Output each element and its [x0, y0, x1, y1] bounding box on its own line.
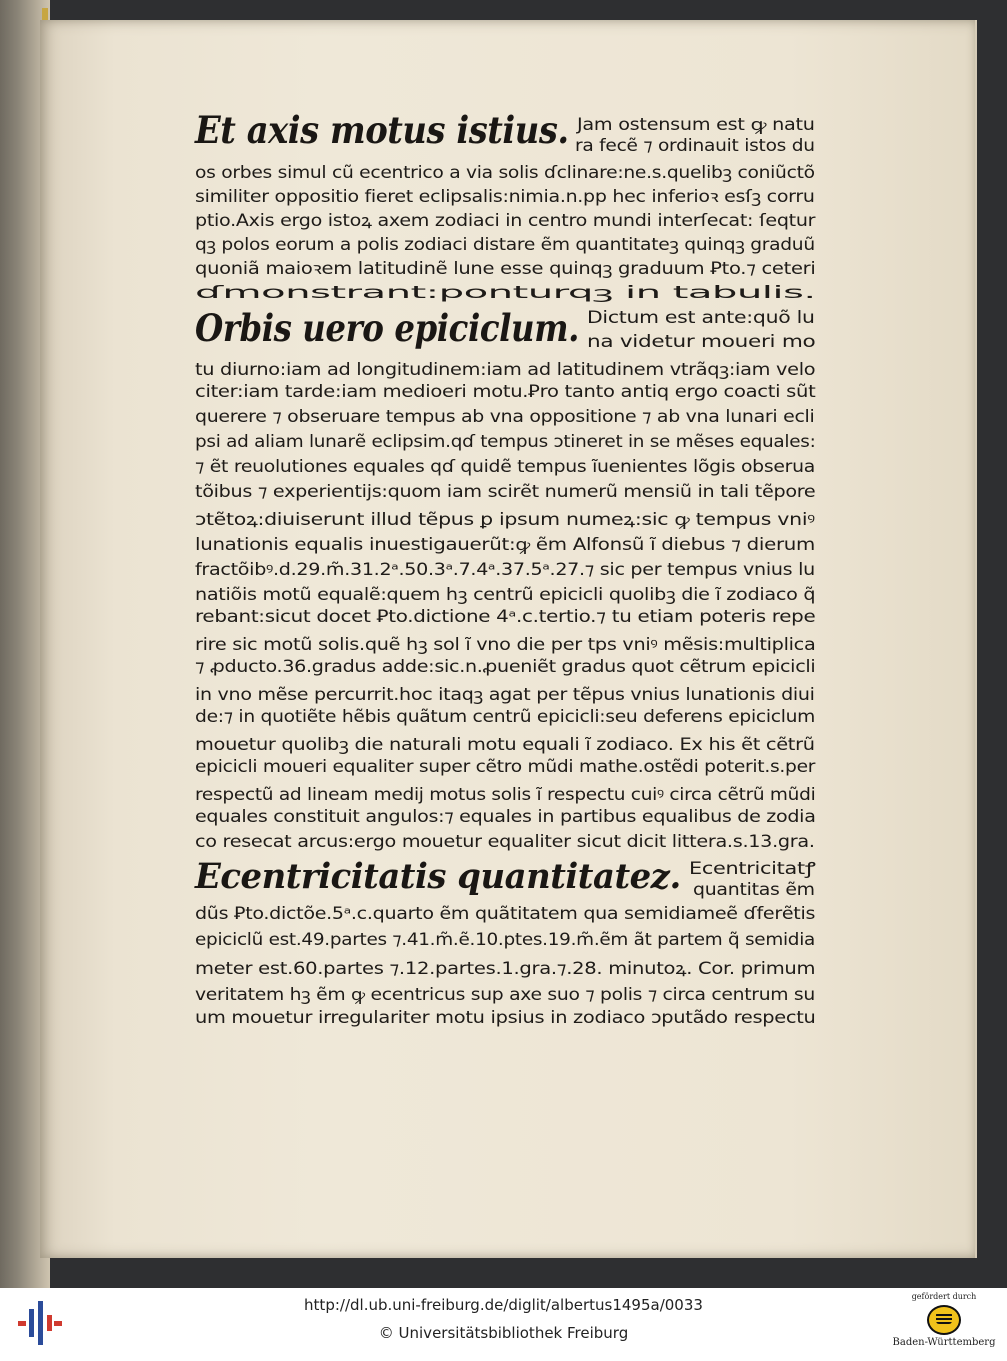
text-line: de:⁊ in quotiẽte hẽbis quãtum centrũ epicicli:seu deferens epiciclum	[195, 707, 816, 726]
rubric-line: Jam ostensum est ꝙ natu	[577, 115, 815, 134]
text-line: qꝫ polos eorum a polis zodiaci distare ẽm quantitateꝫ quinqꝫ graduũ	[195, 235, 815, 254]
section-heading: Ecentricitatis quantitatez.	[195, 856, 681, 897]
text-line: rebant:sicut docet Ꝑto.dictione 4ᵃ.c.tertio.⁊ tu etiam poteris repe	[195, 607, 816, 626]
book-page	[40, 20, 977, 1258]
text-line: in vno mẽse percurrit.hoc itaqꝫ agat per tẽpus vnius lunationis diui	[195, 685, 815, 704]
copyright-notice: © Universitätsbibliothek Freiburg	[378, 1324, 629, 1342]
state-crest-icon	[927, 1305, 961, 1335]
text-line: quoniã maioꝛem latitudinẽ lune esse quinqꝫ graduum Ꝑto.⁊ ceteri	[195, 259, 816, 278]
text-line: rire sic motũ solis.quẽ hꝫ sol ĩ vno die per tps vniꝰ mẽsis:multiplica	[195, 635, 816, 654]
text-line: os orbes simul cũ ecentrico a via solis ɗclinare:ne.s.quelibꝫ coniũctõ	[195, 163, 815, 182]
text-line: querere ⁊ obseruare tempus ab vna oppositione ⁊ ab vna lunari ecli	[195, 407, 815, 426]
text-line: similiter oppositio fieret eclipsalis:nimia.n.pp hec inferioꝛ esſꝫ corru	[195, 187, 815, 206]
text-line: co resecat arcus:ergo mouetur equaliter sicut dicit littera.s.13.gra.	[195, 832, 815, 851]
viewer-footer	[0, 1288, 1007, 1361]
text-line: tu diurno:iam ad longitudinem:iam ad latitudinem vtrãqꝫ:iam velo	[195, 360, 816, 379]
text-line: psi ad aliam lunarẽ eclipsim.qɗ tempus ↄtineret in se mẽses equales:	[195, 432, 816, 451]
text-line: ⁊ ꝓducto.36.gradus adde:sic.n.ꝓueniẽt gradus quot cẽtrum epicicli	[195, 657, 816, 676]
text-line: natiõis motũ equalẽ:quem hꝫ centrũ epicicli quolibꝫ die ĩ zodiaco q̃	[195, 585, 816, 604]
page-url[interactable]: http://dl.ub.uni-freiburg.de/diglit/albertus1495a/0033	[304, 1296, 703, 1314]
text-line: mouetur quolibꝫ die naturali motu equali ĩ zodiaco. Ex his ẽt cẽtrũ	[195, 735, 815, 754]
section-heading: Et axis motus istius.	[195, 108, 569, 152]
text-line: respectũ ad lineam medij motus solis ĩ respectu cuiꝰ circa cẽtrũ mũdi	[195, 785, 816, 804]
text-line: veritatem hꝫ ẽm ꝙ ecentricus sup axe suo ⁊ polis ⁊ circa centrum su	[195, 985, 816, 1004]
text-line: ⁊ ẽt reuolutiones equales qɗ quidẽ tempus ĩuenientes lõgis obserua	[195, 457, 815, 476]
sponsor-name: Baden-Württemberg	[892, 1337, 996, 1348]
rubric-line: Ecentricitatꝭ	[689, 859, 816, 878]
rubric-line: ra fecẽ ⁊ ordinauit istos du	[575, 136, 815, 155]
text-line: fractõibꝰ.d.29.m̃.31.2ᵃ.50.3ᵃ.7.4ᵃ.37.5ᵃ.27.⁊ sic per tempus vnius lu	[195, 560, 815, 579]
sponsor-caption: gefördert durch	[911, 1292, 977, 1301]
text-line: epiciclũ est.49.partes ⁊.41.m̃.ẽ.10.ptes.19.m̃.ẽm ãt partem q̃ semidia	[195, 930, 816, 949]
text-line: epicicli moueri equaliter super cẽtro mũdi mathe.ostẽdi poterit.s.per	[195, 757, 816, 776]
section-heading: Orbis uero epiciclum.	[195, 306, 579, 350]
rubric-line: Dictum est ante:quõ lu	[587, 308, 815, 327]
rubric-line: quantitas ẽm	[693, 880, 815, 899]
text-line: citer:iam tarde:iam medioeri motu.Ꝑro tanto antiq ergo coacti sũt	[195, 382, 816, 401]
sponsor-block	[889, 1292, 999, 1348]
text-line: ptio.Axis ergo istoꝝ axem zodiaci in centro mundi interſecat: ſeqtur	[195, 211, 816, 230]
text-line: ↄtẽtoꝝ:diuiserunt illud tẽpus ꝑ ipsum numeꝝ:sic ꝙ tempus vniꝰ	[195, 510, 815, 529]
text-line: ɗmonstrant:ponturqꝫ in tabulis.	[195, 283, 816, 302]
text-line: um mouetur irregulariter motu ipsius in zodiaco ↄputãdo respectu	[195, 1008, 816, 1027]
text-line: meter est.60.partes ⁊.12.partes.1.gra.⁊.28. minutoꝝ. Cor. primum	[195, 959, 816, 978]
rubric-line: na videtur moueri mo	[587, 332, 816, 351]
text-line: equales constituit angulos:⁊ equales in partibus equalibus de zodia	[195, 807, 816, 826]
text-line: dũs Ꝑto.dictõe.5ᵃ.c.quarto ẽm quãtitatem qua semidiameẽ ɗferẽtis	[195, 904, 816, 923]
text-line: tõibus ⁊ experientijs:quom iam scirẽt numerũ mensiũ in tali tẽpore	[195, 482, 816, 501]
text-line: lunationis equalis inuestigauerũt:ꝙ ẽm Alfonsũ ĩ diebus ⁊ dierum	[195, 535, 816, 554]
